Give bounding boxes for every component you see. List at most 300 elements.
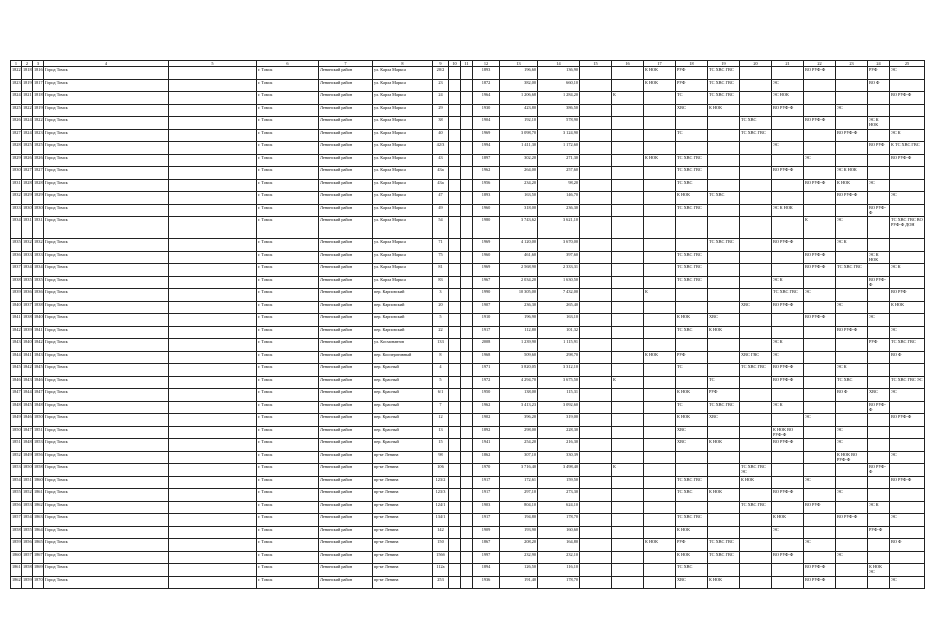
table-cell xyxy=(836,117,868,130)
table-cell: 1822 xyxy=(33,117,44,130)
table-cell xyxy=(644,276,676,289)
table-cell xyxy=(461,192,473,205)
table-cell xyxy=(644,401,676,414)
table-cell: г. Томск xyxy=(257,264,319,277)
table-cell: 1840 xyxy=(11,301,22,314)
table-cell xyxy=(804,514,836,527)
table-cell: ХВС ГВС xyxy=(740,351,772,364)
table-cell: пр-кт Ленина xyxy=(373,526,433,539)
table-cell: 1853 xyxy=(33,439,44,452)
column-number-cell: 4 xyxy=(44,61,169,67)
table-cell xyxy=(612,426,644,439)
table-cell xyxy=(890,489,925,502)
table-cell: ЭС xyxy=(836,217,868,239)
table-cell: ВО Ф xyxy=(890,351,925,364)
table-cell xyxy=(612,142,644,155)
table-cell xyxy=(612,564,644,577)
table-cell xyxy=(644,551,676,564)
table-cell: ЭС К xyxy=(890,129,925,142)
table-cell: Ленинский район xyxy=(319,426,373,439)
table-cell xyxy=(676,339,708,352)
table-cell xyxy=(461,251,473,264)
table-cell xyxy=(708,117,740,130)
table-cell: 1862 xyxy=(473,451,500,464)
table-cell: 29 xyxy=(433,104,449,117)
table-cell: пр-кт Ленина xyxy=(373,476,433,489)
table-cell: 1838 xyxy=(33,301,44,314)
table-cell xyxy=(612,167,644,180)
table-cell xyxy=(612,501,644,514)
table-cell: 1843 xyxy=(22,376,33,389)
table-cell: 1831 xyxy=(22,217,33,239)
table-cell: 1980 xyxy=(473,217,500,239)
table-cell: Ленинский район xyxy=(319,67,373,80)
table-cell: ВО РУФ xyxy=(868,142,890,155)
table-cell: г. Томск xyxy=(257,389,319,402)
table-cell: 71 xyxy=(433,239,449,252)
table-cell xyxy=(740,167,772,180)
table-cell xyxy=(612,326,644,339)
table-cell xyxy=(580,376,612,389)
table-cell xyxy=(169,217,257,239)
table-cell xyxy=(644,326,676,339)
table-cell: Ленинский район xyxy=(319,239,373,252)
table-cell: 1825 xyxy=(22,142,33,155)
table-cell: 1829 xyxy=(33,192,44,205)
table-cell: пр-кт Ленина xyxy=(373,451,433,464)
table-cell xyxy=(580,92,612,105)
table-cell: 1818 xyxy=(22,67,33,80)
table-cell: ЭС К xyxy=(890,264,925,277)
table-cell: 192,10 xyxy=(500,117,538,130)
table-cell: г. Томск xyxy=(257,339,319,352)
table-row xyxy=(11,117,925,130)
table-cell xyxy=(461,426,473,439)
table-cell: ЭС К НОК xyxy=(772,204,804,217)
table-cell xyxy=(169,564,257,577)
table-cell: 298,70 xyxy=(538,351,580,364)
table-cell: ВО РУФ-Ф xyxy=(890,154,925,167)
table-cell: Город Томск xyxy=(44,364,169,377)
table-cell: 382,00 xyxy=(500,79,538,92)
table-cell: 156б xyxy=(433,551,449,564)
table-cell: ТС xyxy=(676,401,708,414)
table-cell: К НОК xyxy=(708,104,740,117)
table-cell xyxy=(740,289,772,302)
table-row xyxy=(11,276,925,289)
table-cell: пр-кт Ленина xyxy=(373,539,433,552)
table-cell: г. Томск xyxy=(257,526,319,539)
table-cell: 1832 xyxy=(11,192,22,205)
table-cell xyxy=(836,414,868,427)
table-cell xyxy=(740,192,772,205)
table-cell: ул. Карла Маркса xyxy=(373,79,433,92)
table-cell: пр-кт Ленина xyxy=(373,564,433,577)
table-cell xyxy=(868,92,890,105)
column-number-cell: 20 xyxy=(740,61,772,67)
table-cell xyxy=(169,339,257,352)
table-cell xyxy=(740,217,772,239)
table-cell: 1846 xyxy=(11,376,22,389)
table-cell: ХВС xyxy=(676,439,708,452)
table-cell xyxy=(868,264,890,277)
table-cell xyxy=(890,204,925,217)
table-cell xyxy=(449,539,461,552)
table-cell xyxy=(449,439,461,452)
table-cell: ВО РУФ-Ф xyxy=(804,117,836,130)
table-cell: 1836 xyxy=(11,251,22,264)
table-cell xyxy=(740,489,772,502)
table-cell xyxy=(449,501,461,514)
table-cell: ТС ХВС ГВС xyxy=(890,339,925,352)
table-row xyxy=(11,539,925,552)
table-cell xyxy=(580,464,612,477)
table-cell: РУФ xyxy=(676,351,708,364)
table-cell xyxy=(740,539,772,552)
table-cell: ТС ХВС ГВС xyxy=(708,539,740,552)
table-cell: 1852 xyxy=(11,451,22,464)
table-row xyxy=(11,451,925,464)
table-cell: ТС xyxy=(676,364,708,377)
table-cell: Ленинский район xyxy=(319,526,373,539)
table-cell: 1969 xyxy=(473,129,500,142)
table-cell xyxy=(580,414,612,427)
table-cell xyxy=(708,451,740,464)
table-cell: ул. Карла Маркса xyxy=(373,217,433,239)
table-cell xyxy=(169,251,257,264)
table-cell xyxy=(612,217,644,239)
table-cell: Город Томск xyxy=(44,564,169,577)
table-cell: 1840 xyxy=(22,339,33,352)
table-cell xyxy=(868,551,890,564)
column-number-cell: 14 xyxy=(538,61,580,67)
table-cell xyxy=(708,129,740,142)
table-cell xyxy=(772,179,804,192)
table-cell: К НОК xyxy=(708,326,740,339)
table-cell: Ленинский район xyxy=(319,129,373,142)
table-cell: ЭС xyxy=(836,426,868,439)
table-cell: 1831 xyxy=(33,217,44,239)
table-row xyxy=(11,251,925,264)
table-cell xyxy=(804,464,836,477)
table-cell: 3 098,70 xyxy=(500,129,538,142)
table-cell xyxy=(580,526,612,539)
table-cell xyxy=(449,339,461,352)
table-cell: ЭС xyxy=(772,142,804,155)
table-cell: 3 743,62 xyxy=(500,217,538,239)
table-cell: 8 xyxy=(433,351,449,364)
table-cell: 10 305,00 xyxy=(500,289,538,302)
table-cell xyxy=(772,192,804,205)
table-cell: 1853 xyxy=(22,501,33,514)
column-number-cell: 25 xyxy=(890,61,925,67)
table-row xyxy=(11,351,925,364)
table-cell xyxy=(836,79,868,92)
table-cell xyxy=(449,79,461,92)
table-cell: ТС ХВС ГВС ВО РУФ-Ф ДОН xyxy=(890,217,925,239)
table-cell: 234,20 xyxy=(500,179,538,192)
table-cell: 232,10 xyxy=(538,551,580,564)
table-cell: ЭС xyxy=(804,476,836,489)
table-cell: 1972 xyxy=(473,376,500,389)
table-cell xyxy=(461,314,473,327)
table-cell xyxy=(449,564,461,577)
table-cell: Ленинский район xyxy=(319,389,373,402)
table-cell: 1917 xyxy=(473,326,500,339)
table-cell: 124/1 xyxy=(433,501,449,514)
table-cell xyxy=(169,451,257,464)
table-cell: 1831 xyxy=(11,179,22,192)
table-cell: пер. Красный xyxy=(373,426,433,439)
table-cell: г. Томск xyxy=(257,576,319,589)
table-cell xyxy=(740,239,772,252)
table-cell: ул. Карла Маркса xyxy=(373,239,433,252)
table-cell: 159,50 xyxy=(538,476,580,489)
table-cell xyxy=(461,551,473,564)
table-cell: 1845 xyxy=(22,401,33,414)
table-cell xyxy=(449,364,461,377)
table-cell: 163,10 xyxy=(538,314,580,327)
table-row xyxy=(11,314,925,327)
table-cell: пер. Красный xyxy=(373,401,433,414)
table-cell xyxy=(890,501,925,514)
table-cell: Ленинский район xyxy=(319,489,373,502)
table-cell: г. Томск xyxy=(257,514,319,527)
table-cell: 1855 xyxy=(22,526,33,539)
table-cell: 1829 xyxy=(22,192,33,205)
table-cell xyxy=(836,289,868,302)
table-cell: 2008 xyxy=(473,339,500,352)
table-cell: г. Томск xyxy=(257,314,319,327)
table-cell: Город Томск xyxy=(44,104,169,117)
table-cell: ВО РУФ-Ф xyxy=(772,376,804,389)
table-cell xyxy=(836,476,868,489)
table-cell xyxy=(580,501,612,514)
table-cell: 804,10 xyxy=(500,501,538,514)
table-cell: 126,50 xyxy=(500,564,538,577)
table-cell: ВО РУФ-Ф xyxy=(890,92,925,105)
table-cell xyxy=(169,79,257,92)
table-cell: 307,10 xyxy=(500,451,538,464)
table-cell: 1838 xyxy=(11,276,22,289)
table-cell xyxy=(708,426,740,439)
table-cell: 1848 xyxy=(33,401,44,414)
table-cell xyxy=(708,464,740,477)
table-cell xyxy=(461,204,473,217)
table-cell: К xyxy=(612,92,644,105)
table-cell xyxy=(461,526,473,539)
table-cell: 1848 xyxy=(11,401,22,414)
table-cell: ТС ХВС ГВС xyxy=(676,476,708,489)
table-cell: 1969 xyxy=(473,264,500,277)
table-cell xyxy=(740,179,772,192)
table-cell xyxy=(612,389,644,402)
table-cell xyxy=(868,301,890,314)
table-cell: РУФ xyxy=(708,389,740,402)
table-cell: Ленинский район xyxy=(319,314,373,327)
table-cell: К НОК xyxy=(676,414,708,427)
table-cell xyxy=(890,276,925,289)
table-cell: 1860 xyxy=(33,476,44,489)
column-number-cell: 9 xyxy=(433,61,449,67)
table-cell: пр-кт Ленина xyxy=(373,464,433,477)
table-row xyxy=(11,104,925,117)
table-cell xyxy=(449,464,461,477)
table-cell: 257,60 xyxy=(538,167,580,180)
table-cell: 1825 xyxy=(11,104,22,117)
table-cell: 1 630,50 xyxy=(538,276,580,289)
table-cell: 163,50 xyxy=(500,192,538,205)
table-cell: ВО РУФ-Ф xyxy=(890,476,925,489)
table-cell xyxy=(461,289,473,302)
table-cell xyxy=(612,239,644,252)
table-cell xyxy=(708,501,740,514)
table-cell: г. Томск xyxy=(257,117,319,130)
table-row xyxy=(11,439,925,452)
table-cell: ВО Ф xyxy=(890,539,925,552)
table-cell xyxy=(644,264,676,277)
table-cell xyxy=(890,426,925,439)
table-cell: г. Томск xyxy=(257,376,319,389)
table-cell xyxy=(169,204,257,217)
table-cell xyxy=(740,79,772,92)
table-cell: 1902 xyxy=(473,414,500,427)
table-cell xyxy=(169,264,257,277)
table-cell: пр-кт Ленина xyxy=(373,551,433,564)
column-number-cell: 24 xyxy=(868,61,890,67)
table-cell xyxy=(169,326,257,339)
table-cell xyxy=(461,92,473,105)
table-cell xyxy=(708,204,740,217)
table-cell xyxy=(169,351,257,364)
table-cell: 1964 xyxy=(473,92,500,105)
table-cell: Город Томск xyxy=(44,526,169,539)
table-cell: 193,90 xyxy=(500,526,538,539)
table-cell: ЭС xyxy=(772,351,804,364)
table-cell xyxy=(836,276,868,289)
column-number-cell: 16 xyxy=(612,61,644,67)
table-cell: г. Томск xyxy=(257,564,319,577)
table-cell: 1893 xyxy=(473,67,500,80)
table-cell: 1854 xyxy=(22,514,33,527)
table-cell: 1897 xyxy=(473,154,500,167)
table-cell xyxy=(169,289,257,302)
table-cell: Ленинский район xyxy=(319,326,373,339)
table-cell: Ленинский район xyxy=(319,564,373,577)
table-cell xyxy=(580,67,612,80)
table-cell xyxy=(676,301,708,314)
table-cell xyxy=(772,154,804,167)
table-cell: 271,30 xyxy=(538,154,580,167)
table-cell: Ленинский район xyxy=(319,154,373,167)
table-cell xyxy=(169,464,257,477)
table-cell xyxy=(461,264,473,277)
table-cell xyxy=(169,476,257,489)
table-cell: 38 xyxy=(433,117,449,130)
table-cell: 6/1 xyxy=(433,389,449,402)
table-cell xyxy=(644,142,676,155)
table-cell: ТС ХВС ГВС xyxy=(676,204,708,217)
table-cell: Ленинский район xyxy=(319,439,373,452)
table-cell: ВО РУФ-Ф xyxy=(868,276,890,289)
table-cell: г. Томск xyxy=(257,326,319,339)
table-cell xyxy=(169,439,257,452)
column-number-cell: 5 xyxy=(169,61,257,67)
table-cell xyxy=(449,239,461,252)
table-cell xyxy=(612,104,644,117)
table-cell: 1816 xyxy=(33,67,44,80)
table-cell xyxy=(890,239,925,252)
table-cell: 3 621,10 xyxy=(538,217,580,239)
table-cell xyxy=(708,564,740,577)
table-cell: 1861 xyxy=(11,564,22,577)
table-cell: Город Томск xyxy=(44,501,169,514)
table-cell: 15 xyxy=(433,439,449,452)
table-cell: 2 333,31 xyxy=(538,264,580,277)
table-cell: 318,00 xyxy=(500,204,538,217)
table-cell xyxy=(804,79,836,92)
table-cell xyxy=(804,376,836,389)
table-row xyxy=(11,389,925,402)
table-cell xyxy=(580,117,612,130)
table-cell: 461,60 xyxy=(500,251,538,264)
table-cell: Город Томск xyxy=(44,264,169,277)
table-cell: ЭС К НОК xyxy=(868,251,890,264)
table-cell xyxy=(644,217,676,239)
table-cell xyxy=(461,301,473,314)
table-cell: ул. Карла Маркса xyxy=(373,264,433,277)
table-cell: ЭС xyxy=(836,551,868,564)
table-cell xyxy=(890,401,925,414)
table-cell xyxy=(772,501,804,514)
table-cell xyxy=(461,514,473,527)
table-cell xyxy=(676,239,708,252)
table-cell: г. Томск xyxy=(257,92,319,105)
table-cell xyxy=(740,276,772,289)
table-cell xyxy=(644,192,676,205)
table-cell: Город Томск xyxy=(44,514,169,527)
table-cell: 1837 xyxy=(11,264,22,277)
table-cell xyxy=(612,154,644,167)
table-cell: пер. Кооперативный xyxy=(373,351,433,364)
table-cell: 1851 xyxy=(22,476,33,489)
table-cell: ТС xyxy=(676,92,708,105)
table-cell: 236,30 xyxy=(538,204,580,217)
table-cell: 1845 xyxy=(33,364,44,377)
table-cell xyxy=(708,276,740,289)
table-cell: пер. Красный xyxy=(373,364,433,377)
table-cell: ТС ХВС ГВС xyxy=(676,154,708,167)
table-cell: г. Томск xyxy=(257,129,319,142)
table-cell xyxy=(868,167,890,180)
table-cell xyxy=(580,289,612,302)
table-cell: ВО РУФ-Ф xyxy=(772,364,804,377)
table-cell xyxy=(449,204,461,217)
table-row xyxy=(11,301,925,314)
table-cell: ВО РУФ-Ф xyxy=(772,301,804,314)
table-cell: 1828 xyxy=(22,179,33,192)
table-cell xyxy=(676,464,708,477)
table-cell: 112,80 xyxy=(500,326,538,339)
table-cell: Ленинский район xyxy=(319,501,373,514)
table-cell: Город Томск xyxy=(44,92,169,105)
table-cell xyxy=(449,326,461,339)
table-cell xyxy=(580,239,612,252)
table-cell: 1956 xyxy=(473,179,500,192)
table-cell: 3 820,05 xyxy=(500,364,538,377)
table-cell xyxy=(676,501,708,514)
table-cell xyxy=(708,154,740,167)
